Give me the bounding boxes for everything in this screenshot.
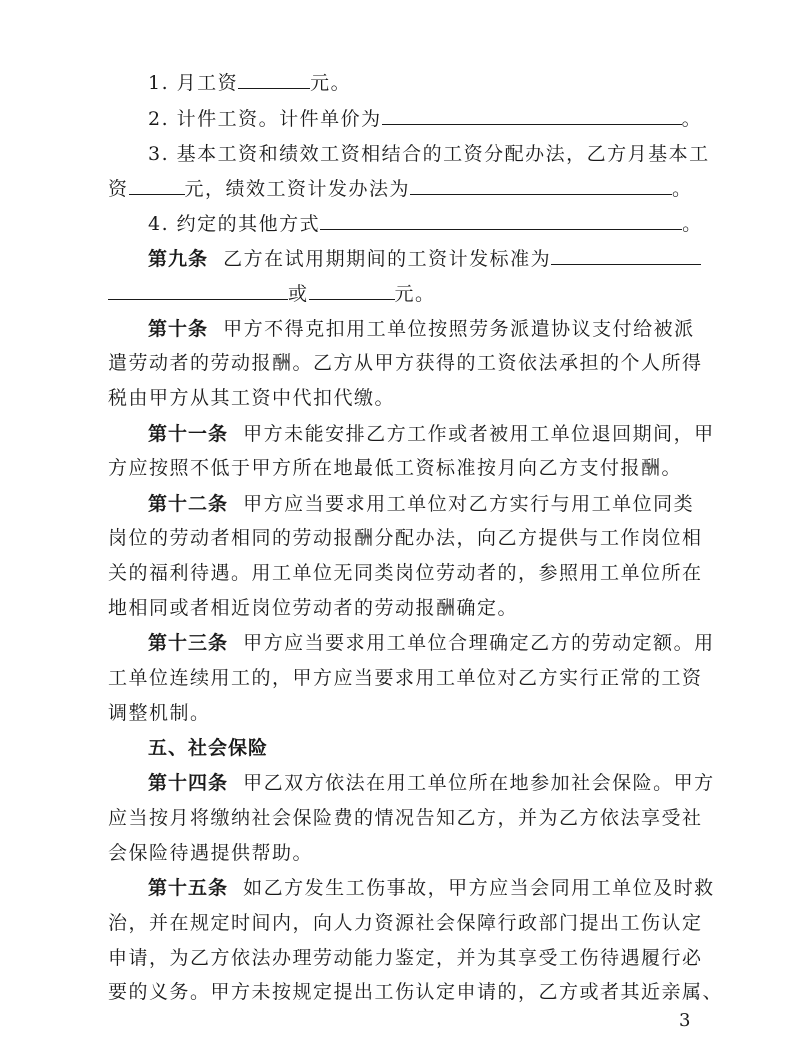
fill-blank: [410, 176, 672, 195]
paragraph-line: 调整机制。: [108, 702, 211, 724]
paragraph-line: 要的义务。甲方未按规定提出工伤认定申请的，乙方或者其近亲属、: [108, 981, 724, 1003]
article-15: 第十五条 如乙方发生工伤事故，甲方应当会同用工单位及时救: [148, 877, 715, 899]
paragraph-line: 应当按月将缴纳社会保险费的情况告知乙方，并为乙方依法享受社: [108, 807, 703, 829]
article-12: 第十二条 甲方应当要求用工单位对乙方实行与用工单位同类: [148, 493, 695, 515]
option-2: 2. 计件工资。计件单价为 。: [148, 108, 703, 130]
fill-blank: [129, 176, 185, 195]
section-heading: 五、社会保险: [148, 737, 269, 759]
fill-blank: [238, 70, 310, 89]
article-13: 第十三条 甲方应当要求用工单位合理确定乙方的劳动定额。用: [148, 632, 715, 654]
article-heading: 第十二条: [148, 493, 229, 515]
article-heading: 第十一条: [148, 423, 229, 445]
article-11: 第十一条 甲方未能安排乙方工作或者被用工单位退回期间，甲: [148, 423, 715, 445]
paragraph-line: 岗位的劳动者相同的劳动报酬分配办法，向乙方提供与工作岗位相: [108, 527, 703, 549]
option-3: 3. 基本工资和绩效工资相结合的工资分配办法，乙方月基本工: [148, 143, 710, 165]
paragraph-line: 地相同或者相近岗位劳动者的劳动报酬确定。: [108, 597, 519, 619]
article-heading: 第十四条: [148, 772, 229, 794]
option-1: 1. 月工资 元。: [148, 72, 352, 94]
paragraph-line: 申请，为乙方依法办理劳动能力鉴定，并为其享受工伤待遇履行必: [108, 947, 703, 969]
page-number: 3: [679, 1010, 691, 1031]
option-4: 4. 约定的其他方式 。: [148, 213, 703, 235]
fill-blank: [551, 246, 701, 265]
paragraph-line: 方应按照不低于甲方所在地最低工资标准按月向乙方支付报酬。: [108, 457, 683, 479]
paragraph-line: 税由甲方从其工资中代扣代缴。: [108, 387, 396, 409]
paragraph-line: 关的福利待遇。用工单位无同类岗位劳动者的，参照用工单位所在: [108, 562, 703, 584]
article-9: 第九条 乙方在试用期期间的工资计发标准为: [148, 246, 701, 272]
fill-blank: [309, 281, 395, 300]
fill-blank: [382, 106, 682, 125]
article-heading: 第十条: [148, 318, 209, 340]
article-14: 第十四条 甲乙双方依法在用工单位所在地参加社会保险。甲方: [148, 772, 715, 794]
paragraph-line: 治，并在规定时间内，向人力资源社会保障行政部门提出工伤认定: [108, 912, 703, 934]
fill-blank: [108, 281, 288, 300]
option-3-cont: 资 元，绩效工资计发办法为 。: [108, 178, 693, 200]
article-heading: 第十五条: [148, 877, 229, 899]
article-10: 第十条 甲方不得克扣用工单位按照劳务派遣协议支付给被派: [148, 318, 695, 340]
article-9-cont: 或 元。: [108, 281, 436, 307]
paragraph-line: 遣劳动者的劳动报酬。乙方从甲方获得的工资依法承担的个人所得: [108, 352, 703, 374]
fill-blank: [320, 211, 682, 230]
article-heading: 第十三条: [148, 632, 229, 654]
article-heading: 第九条: [148, 248, 209, 270]
paragraph-line: 会保险待遇提供帮助。: [108, 842, 314, 864]
paragraph-line: 工单位连续用工的，甲方应当要求用工单位对乙方实行正常的工资: [108, 667, 703, 689]
